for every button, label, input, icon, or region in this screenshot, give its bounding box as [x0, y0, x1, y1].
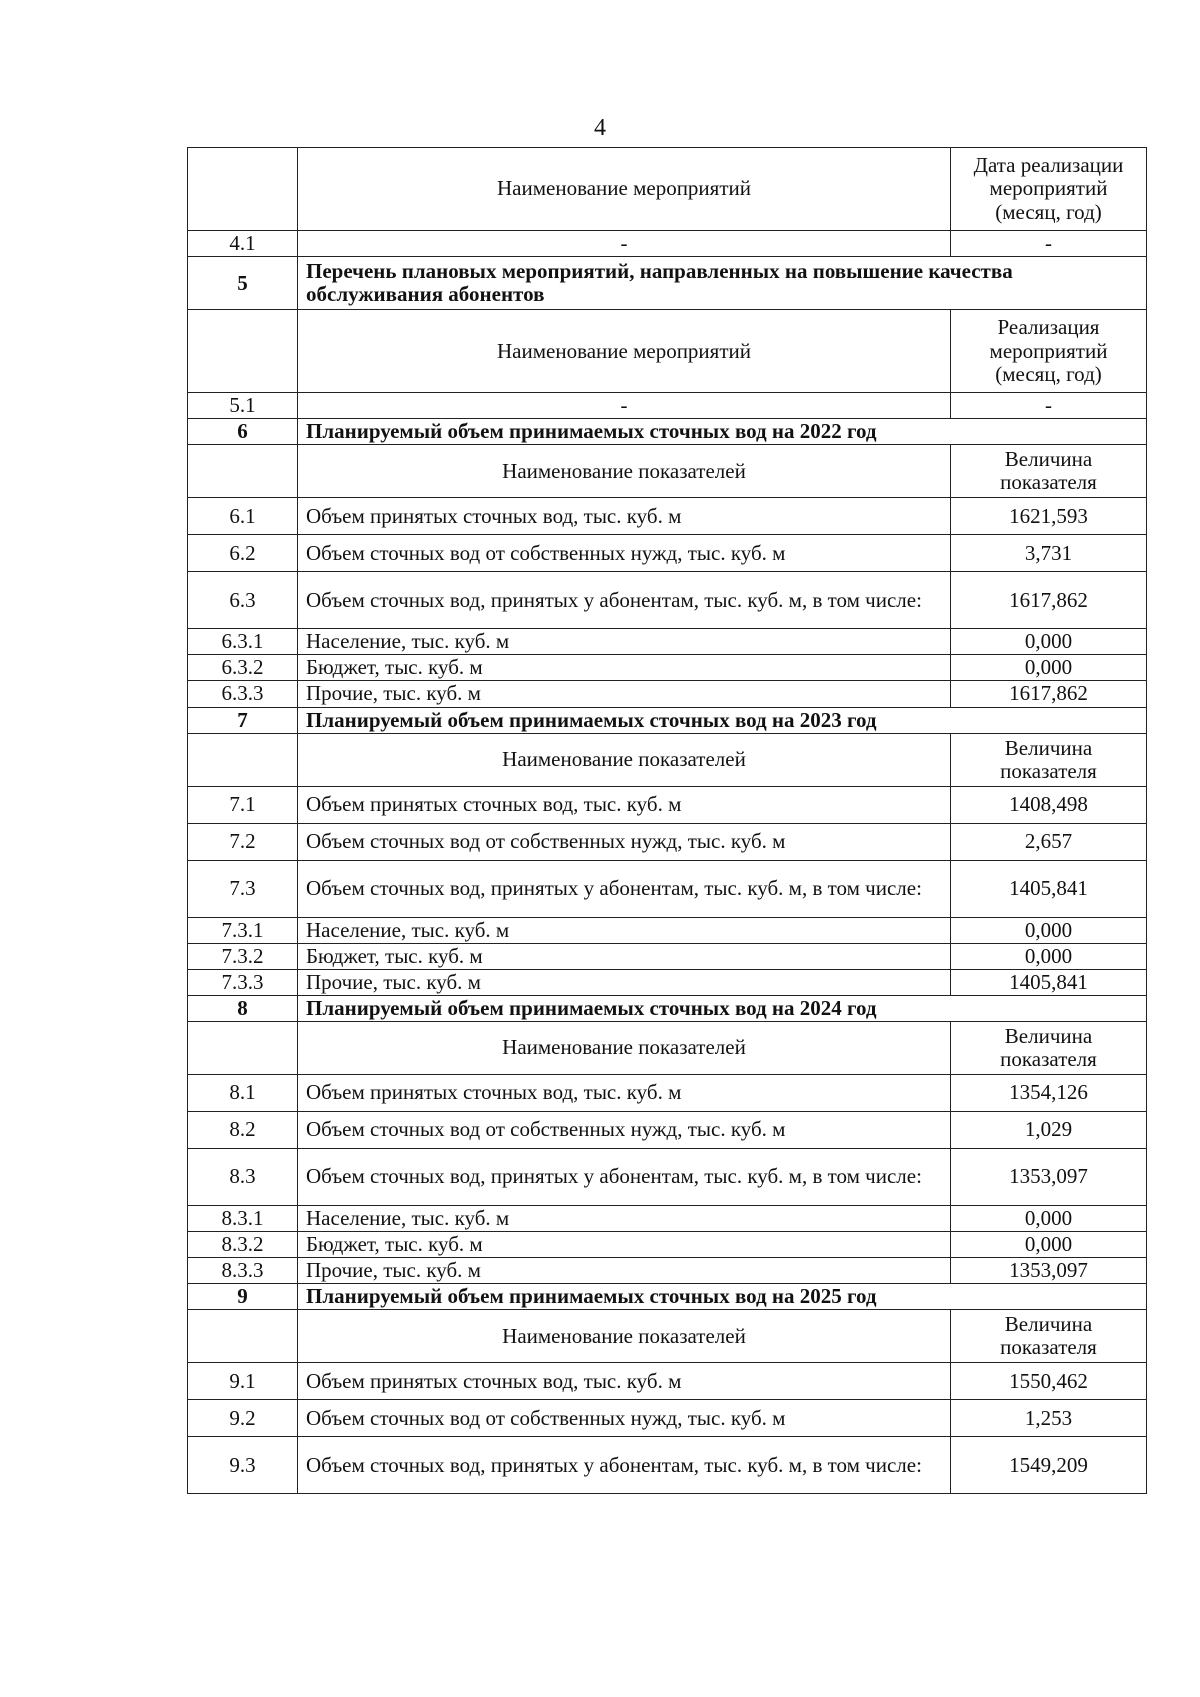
- section-header-row: [188, 1310, 1147, 1363]
- row-value: 1550,462: [951, 1363, 1147, 1400]
- header-num-cell: [188, 733, 298, 786]
- row-number: 6.3.1: [188, 629, 298, 655]
- row-value: 1354,126: [951, 1075, 1147, 1112]
- row-name: Объем сточных вод, принятых у абонентам, тыс. куб. м, в том числе:: [298, 860, 951, 917]
- row-number: 7.3.3: [188, 969, 298, 995]
- row-name: Объем сточных вод, принятых у абонентам, тыс. куб. м, в том числе:: [298, 572, 951, 629]
- row-name: Объем сточных вод, принятых у абонентам, тыс. куб. м, в том числе:: [298, 1149, 951, 1206]
- header-value-cell: Величина показателя: [951, 1022, 1147, 1075]
- header-date-cell: Дата реализации мероприятий (месяц, год): [951, 148, 1147, 231]
- header-name-cell: Наименование мероприятий: [298, 148, 951, 231]
- row-name: Бюджет, тыс. куб. м: [298, 1232, 951, 1258]
- section-number: 7: [188, 707, 298, 733]
- row-value: 0,000: [951, 917, 1147, 943]
- section-title: Планируемый объем принимаемых сточных вод на 2024 год: [298, 995, 1147, 1021]
- table-row: [188, 969, 1147, 995]
- section-header-row: [188, 445, 1147, 498]
- row-value: 1353,097: [951, 1258, 1147, 1284]
- row-value: 0,000: [951, 1206, 1147, 1232]
- table-row: [188, 681, 1147, 707]
- row-number: 6.1: [188, 498, 298, 535]
- row-name: Объем принятых сточных вод, тыс. куб. м: [298, 498, 951, 535]
- section-title: Планируемый объем принимаемых сточных вод на 2023 год: [298, 707, 1147, 733]
- section-number: 6: [188, 419, 298, 445]
- row-name: Бюджет, тыс. куб. м: [298, 943, 951, 969]
- table-row: [188, 572, 1147, 629]
- table-row: [188, 1258, 1147, 1284]
- section-title: Перечень плановых мероприятий, направленных на повышение качества обслуживания абонентов: [298, 257, 1147, 310]
- row-number: 5.1: [188, 393, 298, 419]
- row-number: 4.1: [188, 231, 298, 257]
- header-value-cell: Реализация мероприятий (месяц, год): [951, 310, 1147, 393]
- header-value-cell: Величина показателя: [951, 733, 1147, 786]
- row-value: 0,000: [951, 655, 1147, 681]
- table-row: [188, 917, 1147, 943]
- section-number: 9: [188, 1284, 298, 1310]
- section-header-row: [188, 310, 1147, 393]
- header-name-cell: Наименование показателей: [298, 733, 951, 786]
- row-value: 1617,862: [951, 572, 1147, 629]
- table-row: [188, 786, 1147, 823]
- row-value: 1,029: [951, 1112, 1147, 1149]
- header-name-cell: Наименование показателей: [298, 1310, 951, 1363]
- row-number: 7.1: [188, 786, 298, 823]
- row-number: 7.3: [188, 860, 298, 917]
- page-number: 4: [594, 115, 606, 141]
- row-name: Население, тыс. куб. м: [298, 1206, 951, 1232]
- row-number: 8.3.3: [188, 1258, 298, 1284]
- row-number: 6.3.2: [188, 655, 298, 681]
- row-value: 0,000: [951, 943, 1147, 969]
- row-name: Прочие, тыс. куб. м: [298, 969, 951, 995]
- row-name: Объем сточных вод от собственных нужд, тыс. куб. м: [298, 823, 951, 860]
- section-title: Планируемый объем принимаемых сточных вод на 2022 год: [298, 419, 1147, 445]
- row-value: 1405,841: [951, 969, 1147, 995]
- row-value: 1408,498: [951, 786, 1147, 823]
- row-name: Прочие, тыс. куб. м: [298, 1258, 951, 1284]
- row-name: -: [298, 393, 951, 419]
- row-value: 0,000: [951, 629, 1147, 655]
- row-name: Объем принятых сточных вод, тыс. куб. м: [298, 1075, 951, 1112]
- row-name: Население, тыс. куб. м: [298, 917, 951, 943]
- header-num-cell: [188, 148, 298, 231]
- row-name: Объем принятых сточных вод, тыс. куб. м: [298, 786, 951, 823]
- row-value: 1549,209: [951, 1437, 1147, 1494]
- row-name: Объем сточных вод, принятых у абонентам, тыс. куб. м, в том числе:: [298, 1437, 951, 1494]
- table-row: [188, 1206, 1147, 1232]
- row-value: 3,731: [951, 535, 1147, 572]
- row-name: Объем сточных вод от собственных нужд, тыс. куб. м: [298, 1400, 951, 1437]
- row-number: 8.3.1: [188, 1206, 298, 1232]
- header-name-cell: Наименование показателей: [298, 1022, 951, 1075]
- row-number: 7.3.2: [188, 943, 298, 969]
- table-row: [188, 655, 1147, 681]
- row-number: 8.1: [188, 1075, 298, 1112]
- row-number: 8.2: [188, 1112, 298, 1149]
- section-title-row: [188, 995, 1147, 1021]
- table-row: [188, 943, 1147, 969]
- table-row: [188, 1075, 1147, 1112]
- table-header-row: [188, 148, 1147, 231]
- row-number: 7.2: [188, 823, 298, 860]
- section-title-row: [188, 419, 1147, 445]
- row-value: 0,000: [951, 1232, 1147, 1258]
- section-number: 8: [188, 995, 298, 1021]
- row-number: 8.3: [188, 1149, 298, 1206]
- header-num-cell: [188, 1022, 298, 1075]
- header-value-cell: Величина показателя: [951, 1310, 1147, 1363]
- table-row: [188, 1363, 1147, 1400]
- row-number: 9.2: [188, 1400, 298, 1437]
- table-row: [188, 1112, 1147, 1149]
- row-name: Бюджет, тыс. куб. м: [298, 655, 951, 681]
- row-number: 6.2: [188, 535, 298, 572]
- row-name: -: [298, 231, 951, 257]
- header-name-cell: Наименование показателей: [298, 445, 951, 498]
- section-title-row: [188, 257, 1147, 310]
- section-title-row: [188, 1284, 1147, 1310]
- header-num-cell: [188, 310, 298, 393]
- section-title: Планируемый объем принимаемых сточных вод на 2025 год: [298, 1284, 1147, 1310]
- table-row: [188, 823, 1147, 860]
- header-num-cell: [188, 1310, 298, 1363]
- row-number: 6.3.3: [188, 681, 298, 707]
- row-name: Объем сточных вод от собственных нужд, тыс. куб. м: [298, 535, 951, 572]
- table-row: [188, 629, 1147, 655]
- table-row: [188, 393, 1147, 419]
- table-row: [188, 1149, 1147, 1206]
- row-number: 8.3.2: [188, 1232, 298, 1258]
- row-value: 1,253: [951, 1400, 1147, 1437]
- indicators-table: [187, 147, 1147, 1494]
- row-number: 7.3.1: [188, 917, 298, 943]
- row-number: 9.1: [188, 1363, 298, 1400]
- section-number: 5: [188, 257, 298, 310]
- table-row: [188, 1437, 1147, 1494]
- indicators-table-body: [188, 148, 1147, 1494]
- section-header-row: [188, 733, 1147, 786]
- row-value: -: [951, 231, 1147, 257]
- section-header-row: [188, 1022, 1147, 1075]
- row-number: 9.3: [188, 1437, 298, 1494]
- row-name: Прочие, тыс. куб. м: [298, 681, 951, 707]
- table-row: [188, 498, 1147, 535]
- row-value: 1617,862: [951, 681, 1147, 707]
- row-value: -: [951, 393, 1147, 419]
- section-title-row: [188, 707, 1147, 733]
- table-row: [188, 1232, 1147, 1258]
- row-value: 1621,593: [951, 498, 1147, 535]
- table-row: [188, 535, 1147, 572]
- header-value-cell: Величина показателя: [951, 445, 1147, 498]
- header-num-cell: [188, 445, 298, 498]
- table-row: [188, 860, 1147, 917]
- header-name-cell: Наименование мероприятий: [298, 310, 951, 393]
- row-name: Объем принятых сточных вод, тыс. куб. м: [298, 1363, 951, 1400]
- row-value: 2,657: [951, 823, 1147, 860]
- table-row: [188, 231, 1147, 257]
- row-value: 1353,097: [951, 1149, 1147, 1206]
- row-value: 1405,841: [951, 860, 1147, 917]
- row-number: 6.3: [188, 572, 298, 629]
- row-name: Объем сточных вод от собственных нужд, тыс. куб. м: [298, 1112, 951, 1149]
- table-row: [188, 1400, 1147, 1437]
- row-name: Население, тыс. куб. м: [298, 629, 951, 655]
